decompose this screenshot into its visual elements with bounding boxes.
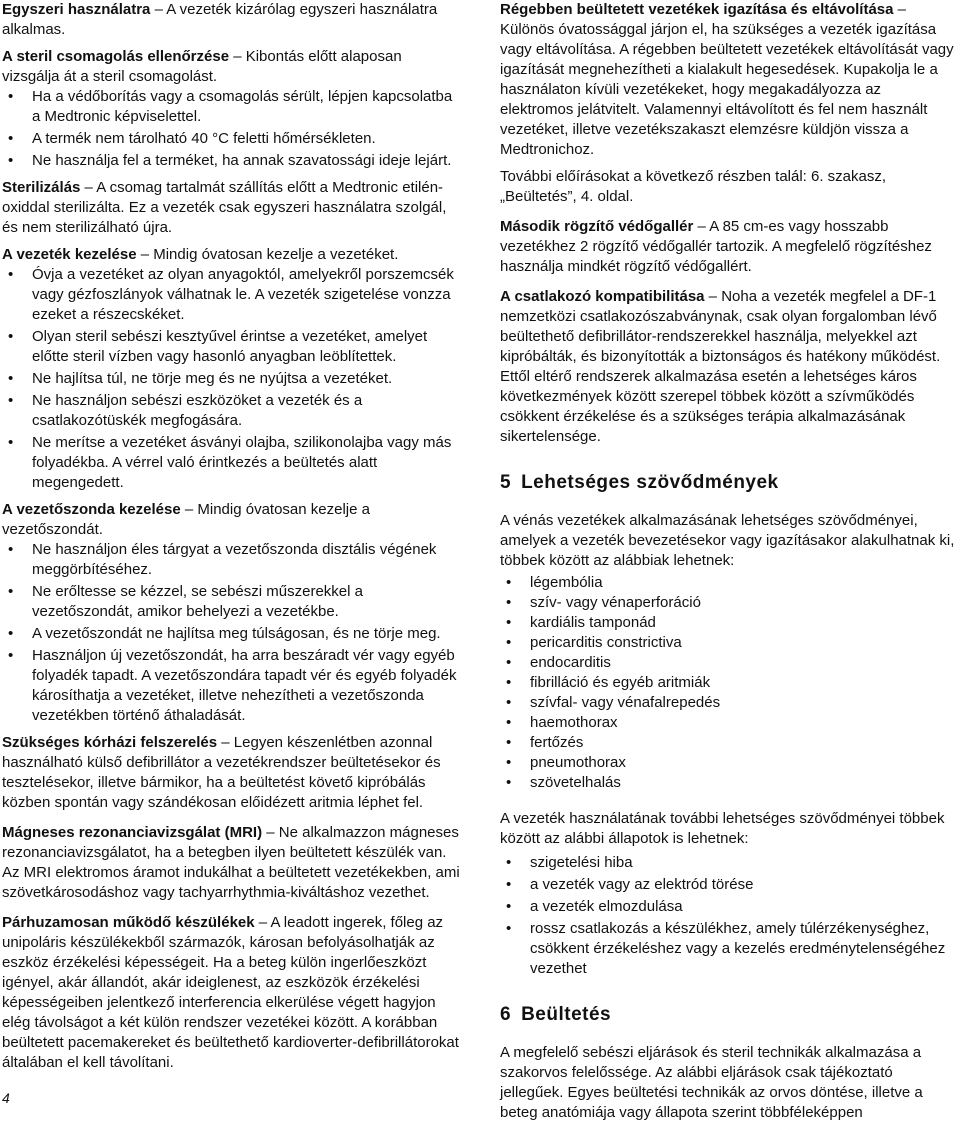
list-item: • Ne hajlítsa túl, ne törje meg és ne nyújtsa a vezetéket. <box>2 369 462 389</box>
paragraph-text: A vezeték használatának további lehetséges szövődményei többek között az alábbi állapotok is lehetnek: <box>500 810 945 847</box>
paragraph-term: Második rögzítő védőgallér <box>500 218 694 235</box>
second-anchoring-sleeve-paragraph <box>500 217 958 277</box>
paragraph-term: Sterilizálás <box>2 179 81 196</box>
paragraph-term: A csatlakozó kompatibilitása <box>500 288 705 305</box>
list-item: • A vezetőszondát ne hajlítsa meg túlságosan, és ne törje meg. <box>2 624 462 644</box>
hospital-equipment-paragraph <box>2 733 462 813</box>
section-title: Lehetséges szövődmények <box>521 472 779 493</box>
list-item: • Ne erőltesse se kézzel, se sebészi műszerekkel a vezetőszondát, amikor behelyezi a vezetékbe. <box>2 582 462 622</box>
right-column <box>500 0 958 1123</box>
section-number: 5 <box>500 472 512 493</box>
paragraph-text: – Ne alkalmazzon mágneses rezonanciavizsgálatot, ha a betegben ilyen beültetett készülék van. Az MRI elektromos áramot indukálhat a beültetett vezetékekben, ami szövetkárosodáshoz vagy tachyarrhythmia-kiváltáshoz vezethet. <box>2 824 460 901</box>
list-item: • Ne használjon éles tárgyat a vezetőszonda disztális végének meggörbítéséhez. <box>2 540 462 580</box>
list-item: • kardiális tamponád <box>500 613 958 633</box>
lead-handling-paragraph <box>2 245 462 265</box>
list-item: • Olyan steril sebészi kesztyűvel érintse a vezetéket, amelyet előtte steril vízben vagy hasonló anyagban leöblítettek. <box>2 327 462 367</box>
paragraph-text: – Kibontás előtt alaposan vizsgálja át a steril csomagolást. <box>2 48 402 85</box>
paragraph-term: A vezeték kezelése <box>2 246 137 263</box>
list-item: • rossz csatlakozás a készülékhez, amely túlérzékenységhez, csökkent érzékeléshez vagy a kezelés eredménytelenségéhez vezethet <box>500 919 958 979</box>
section-number: 6 <box>500 1004 512 1025</box>
paragraph-text: – A csomag tartalmát szállítás előtt a Medtronic etilén-oxiddal sterilizálta. Ez a vezeték csak egyszeri használatra szolgál, és nem sterilizálható újra. <box>2 179 447 236</box>
sterilization-paragraph <box>2 178 462 238</box>
lead-complications-intro-paragraph <box>500 809 958 849</box>
list-item: • Ne merítse a vezetéket ásványi olajba, szilikonolajba vagy más folyadékba. A vérrel való érintkezés a beültetés alatt megengedett. <box>2 433 462 493</box>
paragraph-text: – A leadott ingerek, főleg az unipoláris készülékekből származók, károsan befolyásolhatják az eszköz érzékelési képességeit. Ha a beteg külön ingerlőeszközt igényel, akár állandót, akár ideiglenest, az eszközök érzékelési képességeiben jelentkező interferencia elkerülése végett hagyjon elég távolságot a két külön rendszer vezetékei között. A korábban beültetett pacemakereket és beültethető kardioverter-defibrillátorokat általában el kell távolítani. <box>2 914 459 1071</box>
list-item: • Ne használja fel a terméket, ha annak szavatossági ideje lejárt. <box>2 151 462 171</box>
list-item: • szövetelhalás <box>500 773 958 793</box>
list-item: • pericarditis constrictiva <box>500 633 958 653</box>
lead-handling-list <box>2 265 462 493</box>
list-item: • Ha a védőborítás vagy a csomagolás sérült, lépjen kapcsolatba a Medtronic képviselettel. <box>2 87 462 127</box>
paragraph-text: – Mindig óvatosan kezelje a vezetőszondát. <box>2 501 370 538</box>
paragraph-text: – Mindig óvatosan kezelje a vezetéket. <box>136 246 399 263</box>
stylet-handling-paragraph <box>2 500 462 540</box>
connector-compatibility-paragraph <box>500 287 958 447</box>
paragraph-term: Párhuzamosan működő készülékek <box>2 914 255 931</box>
list-item: • fibrilláció és egyéb aritmiák <box>500 673 958 693</box>
paragraph-text: – A vezeték kizárólag egyszeri használatra alkalmas. <box>2 1 438 38</box>
list-item: • Óvja a vezetéket az olyan anyagoktól, amelyekről porszemcsék vagy gézfoszlányok válhatnak le. A vezeték szigetelése vonzza ezeket a részecskéket. <box>2 265 462 325</box>
paragraph-text: További előírásokat a következő részben talál: 6. szakasz, „Beültetés”, 4. oldal. <box>500 168 887 205</box>
paragraph-text: – A 85 cm-es vagy hosszabb vezetékhez 2 rögzítő védőgallér tartozik. A megfelelő rögzítéshez használja mindkét rögzítő védőgallért. <box>500 218 932 275</box>
further-instructions-paragraph <box>500 167 958 207</box>
paragraph-term: Egyszeri használatra <box>2 1 151 18</box>
section-heading-implantation <box>500 1003 958 1027</box>
concurrent-devices-paragraph <box>2 913 462 1073</box>
list-item: • Használjon új vezetőszondát, ha arra beszáradt vér vagy egyéb folyadék tapadt. A vezetőszondára tapadt vér és egyéb folyadék károsíthatja a vezetéket, illetve nehezítheti a vezetőszonda vezetékben történő áthaladását. <box>2 646 462 726</box>
list-item: • a vezeték elmozdulása <box>500 897 958 917</box>
paragraph-term: Szükséges kórházi felszerelés <box>2 734 218 751</box>
section-title: Beültetés <box>521 1004 612 1025</box>
paragraph-text: A vénás vezetékek alkalmazásának lehetséges szövődményei, amelyek a vezeték bevezetésekor vagy igazításakor alakulhatnak ki, többek között az alábbiak lehetnek: <box>500 512 955 569</box>
paragraph-term: A steril csomagolás ellenőrzése <box>2 48 230 65</box>
lead-repositioning-paragraph <box>500 0 958 160</box>
paragraph-text: – Noha a vezeték megfelel a DF-1 nemzetközi csatlakozószabványnak, csak olyan forgalomban lévő beültethető defibrillátor-rendszerekkel használja, melyekkel azt kipróbálták, és bizonyították a biztonságos és hatékony működést. Ettől eltérő rendszerek alkalmazása esetén a lehetséges káros következmények között szerepel többek között a szívműködés csökkent érzékelése és a szükséges terápia alkalmazásának sikertelensége. <box>500 288 941 445</box>
list-item: • szigetelési hiba <box>500 853 958 873</box>
mri-paragraph <box>2 823 462 903</box>
paragraph-text: A megfelelő sebészi eljárások és steril technikák alkalmazása a szakorvos felelőssége. Az alábbi eljárások csak tájékoztató jellegűek. Egyes beültetési technikák az orvos döntése, illetve a beteg anatómiája vagy állapota szerint többféleképpen <box>500 1044 923 1121</box>
lead-complications-list <box>500 853 958 979</box>
list-item: • haemothorax <box>500 713 958 733</box>
list-item: • endocarditis <box>500 653 958 673</box>
left-column <box>2 0 462 1073</box>
paragraph-term: A vezetőszonda kezelése <box>2 501 181 518</box>
package-check-list <box>2 87 462 171</box>
complications-list <box>500 573 958 793</box>
sterile-package-check-paragraph <box>2 47 462 87</box>
list-item: • szívfal- vagy vénafalrepedés <box>500 693 958 713</box>
page-number: 4 <box>2 1090 10 1106</box>
list-item: • pneumothorax <box>500 753 958 773</box>
list-item: • a vezeték vagy az elektród törése <box>500 875 958 895</box>
list-item: • légembólia <box>500 573 958 593</box>
paragraph-text: – Legyen készenlétben azonnal használható külső defibrillátor a vezetékrendszer beültetésekor és tesztelésekor, illetve bármikor, ha a beültetést követő kipróbálás közben spontán vagy szándékosan előidézett aritmia léphet fel. <box>2 734 441 811</box>
implantation-intro-paragraph <box>500 1043 958 1123</box>
paragraph-term: Régebben beültetett vezetékek igazítása és eltávolítása <box>500 1 894 18</box>
list-item: • szív- vagy vénaperforáció <box>500 593 958 613</box>
section-heading-complications <box>500 471 958 495</box>
paragraph-term: Mágneses rezonanciavizsgálat (MRI) <box>2 824 263 841</box>
list-item: • fertőzés <box>500 733 958 753</box>
complications-intro-paragraph <box>500 511 958 571</box>
stylet-handling-list <box>2 540 462 726</box>
list-item: • A termék nem tárolható 40 °C feletti hőmérsékleten. <box>2 129 462 149</box>
list-item: • Ne használjon sebészi eszközöket a vezeték és a csatlakozótüskék megfogására. <box>2 391 462 431</box>
paragraph-text: – Különös óvatossággal járjon el, ha szükséges a vezeték igazítása vagy eltávolítása. A régebben beültetett vezetékek eltávolítását vagy igazítását megnehezítheti a kialakult hegesedések. Kupakolja le a használaton kívüli vezetékeket, hogy megakadályozza az elektromos jelátvitelt. Valamennyi eltávolított és fel nem használt vezetéket, illetve vezetékszakaszt elemzésre küldjön vissza a Medtronichoz. <box>500 1 954 158</box>
single-use-paragraph <box>2 0 462 40</box>
